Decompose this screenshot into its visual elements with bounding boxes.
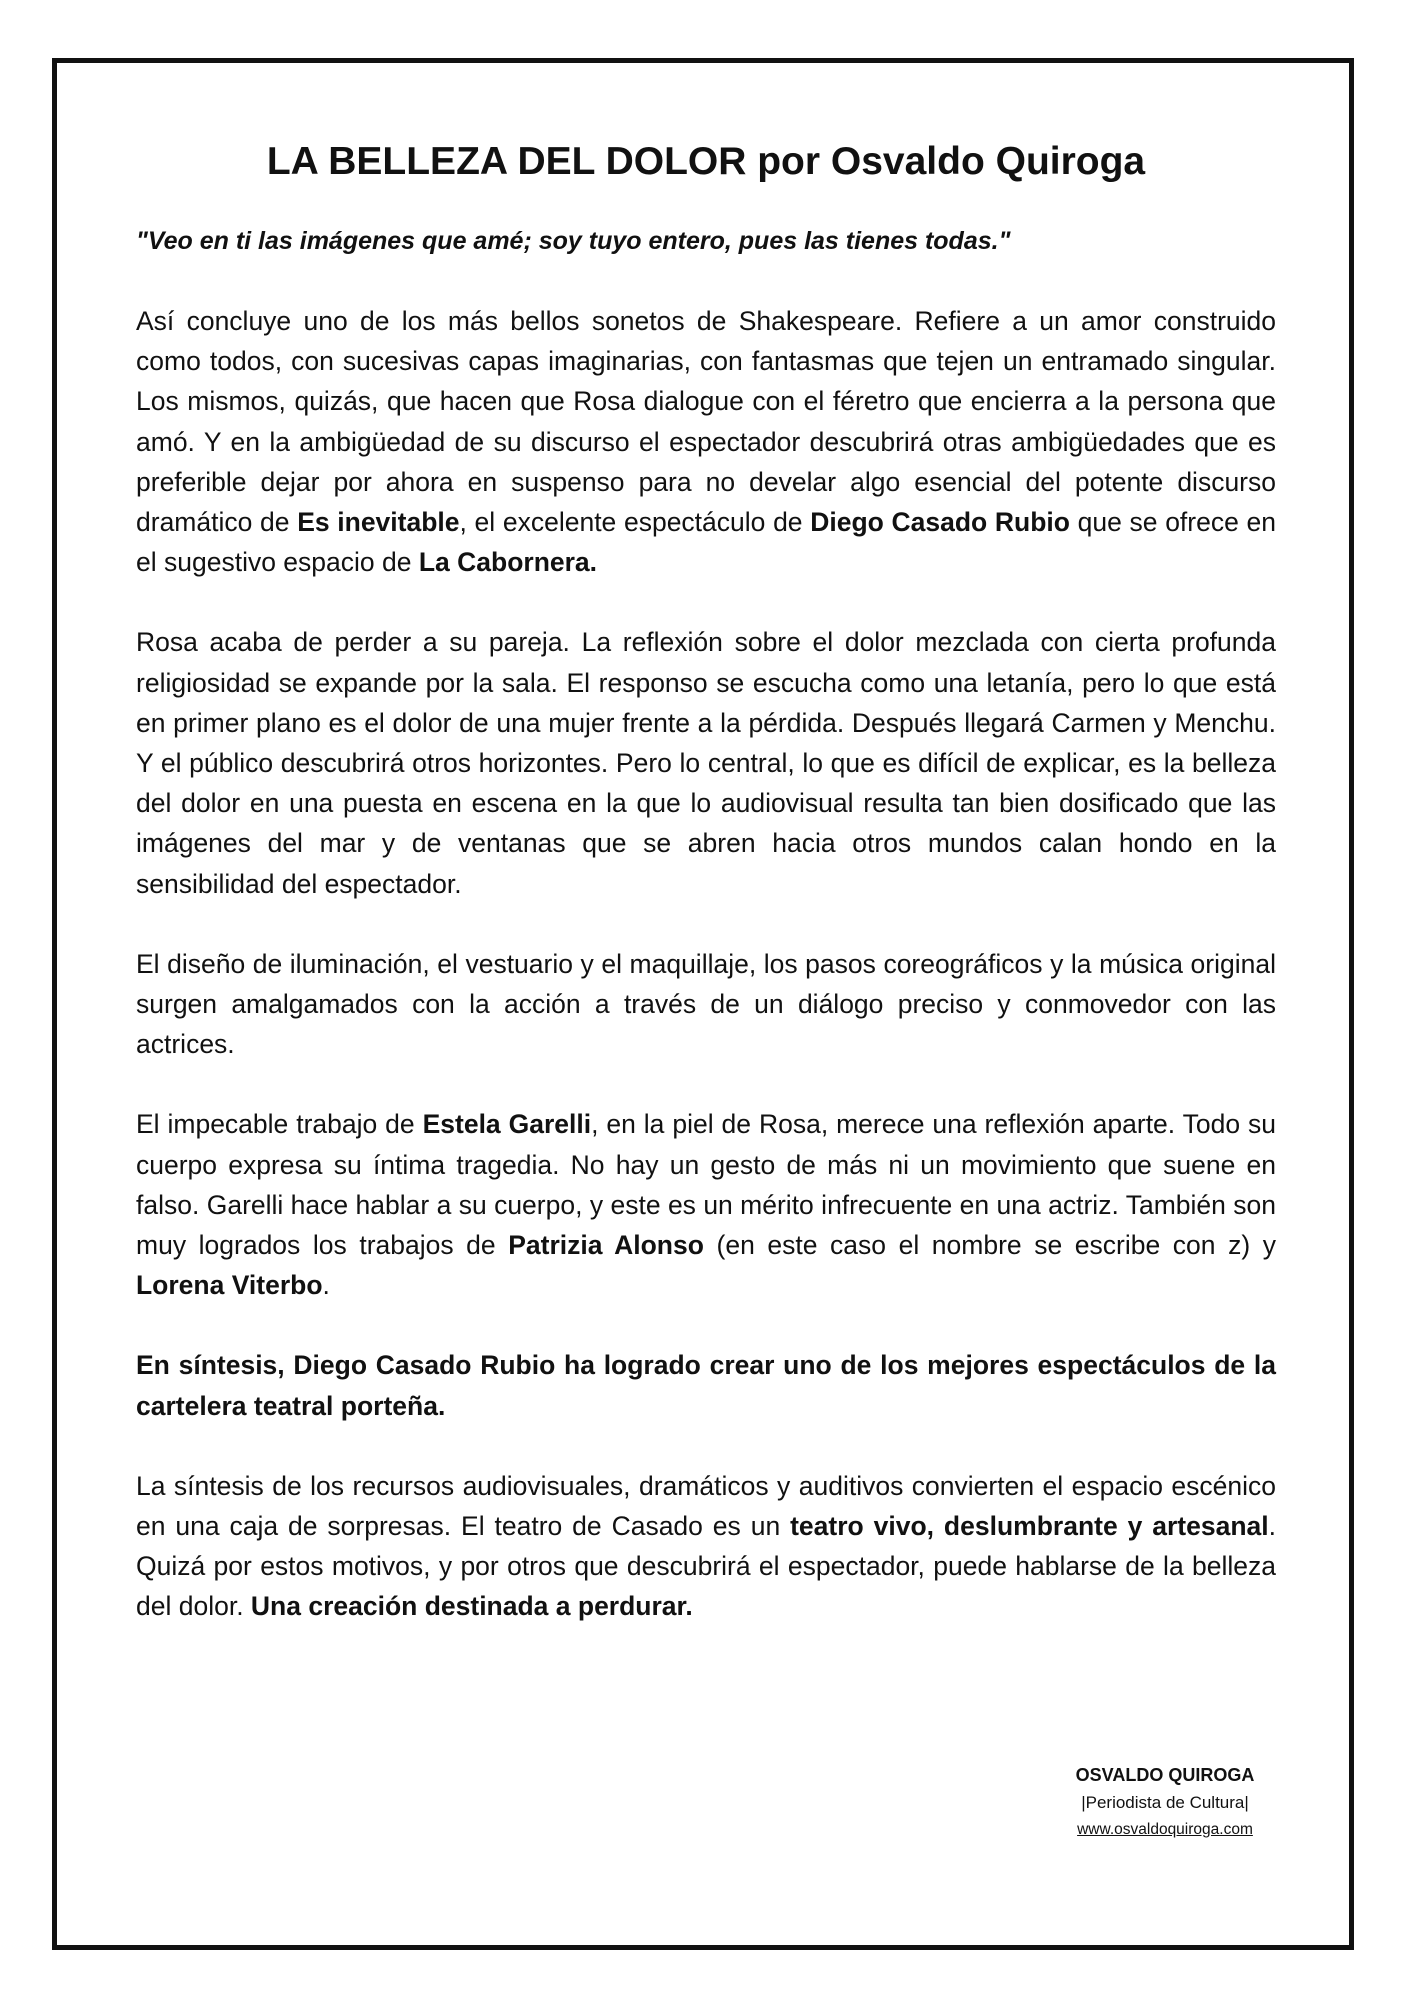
play-title: Es inevitable (297, 507, 460, 538)
paragraph-5-summary: En síntesis, Diego Casado Rubio ha logrado crear uno de los mejores espectáculos de la cartelera teatral porteña. (136, 1350, 1276, 1421)
article-title: LA BELLEZA DEL DOLOR por Osvaldo Quiroga (266, 140, 1146, 183)
venue-name: La Cabornera. (418, 547, 598, 578)
p4-text-3: (en este caso el nombre se escribe con z) y (703, 1230, 1277, 1261)
p1-text-2: , el excelente espectáculo de (459, 507, 811, 538)
actress-name-2: Patrizia Alonso (508, 1230, 704, 1261)
p4-text-2: , en la piel de Rosa, merece una reflexión aparte. Todo su cuerpo expresa su íntima tragedia. No hay un gesto de más ni un movimiento que suene en falso. Garelli hace hablar a su cuerpo, y este es un mérito infrecuente en una actriz. También son muy logrados los trabajos de (136, 1109, 1276, 1261)
author-role: |Periodista de Cultura| (1081, 1793, 1249, 1812)
author-name: OSVALDO QUIROGA (1075, 1765, 1255, 1785)
article (136, 138, 1276, 1667)
paragraph-6 (136, 1466, 1276, 1627)
author-website-link[interactable]: www.osvaldoquiroga.com (1077, 1821, 1253, 1838)
p6-text-2: . Quizá por estos motivos, y por otros que descubrirá el espectador, puede hablarse de la belleza del dolor. (136, 1511, 1276, 1622)
p6-highlight-2: Una creación destinada a perdurar. (250, 1591, 693, 1622)
p6-highlight-1: teatro vivo, deslumbrante y artesanal (790, 1511, 1269, 1542)
p4-text-4: . (322, 1270, 330, 1301)
epigraph-quote: "Veo en ti las imágenes que amé; soy tuyo entero, pues las tienes todas." (136, 227, 1011, 255)
p1-text-1: Así concluye uno de los más bellos sonetos de Shakespeare. Refiere a un amor construido como todos, con sucesivas capas imaginarias, con fantasmas que tejen un entramado singular. Los mismos, quizás, que hacen que Rosa dialogue con el féretro que encierra a la persona que amó. Y en la ambigüedad de su discurso el espectador descubrirá otras ambigüedades que es preferible dejar por ahora en suspenso para no develar algo esencial del potente discurso dramático de (136, 306, 1276, 538)
actress-name-1: Estela Garelli (422, 1109, 592, 1140)
author-signature (1030, 1762, 1300, 1843)
p6-text-1: La síntesis de los recursos audiovisuales, dramáticos y auditivos convierten el espacio escénico en una caja de sorpresas. El teatro de Casado es un (136, 1470, 1276, 1542)
paragraph-1 (136, 301, 1276, 582)
paragraph-3: El diseño de iluminación, el vestuario y el maquillaje, los pasos coreográficos y la música original surgen amalgamados con la acción a través de un diálogo preciso y conmovedor con las actrices. (136, 948, 1276, 1060)
p1-text-3: que se ofrece en el sugestivo espacio de (136, 507, 1276, 578)
director-name: Diego Casado Rubio (810, 507, 1070, 538)
paragraph-2: Rosa acaba de perder a su pareja. La reflexión sobre el dolor mezclada con cierta profunda religiosidad se expande por la sala. El responso se escucha como una letanía, pero lo que está en primer plano es el dolor de una mujer frente a la pérdida. Después llegará Carmen y Menchu. Y el público descubrirá otros horizontes. Pero lo central, lo que es difícil de explicar, es la belleza del dolor en una puesta en escena en la que lo audiovisual resulta tan bien dosificado que las imágenes del mar y de ventanas que se abren hacia otros mundos calan hondo en la sensibilidad del espectador. (136, 627, 1276, 899)
p4-text-1: El impecable trabajo de (136, 1109, 423, 1140)
paragraph-4 (136, 1104, 1276, 1305)
actress-name-3: Lorena Viterbo (136, 1270, 323, 1301)
